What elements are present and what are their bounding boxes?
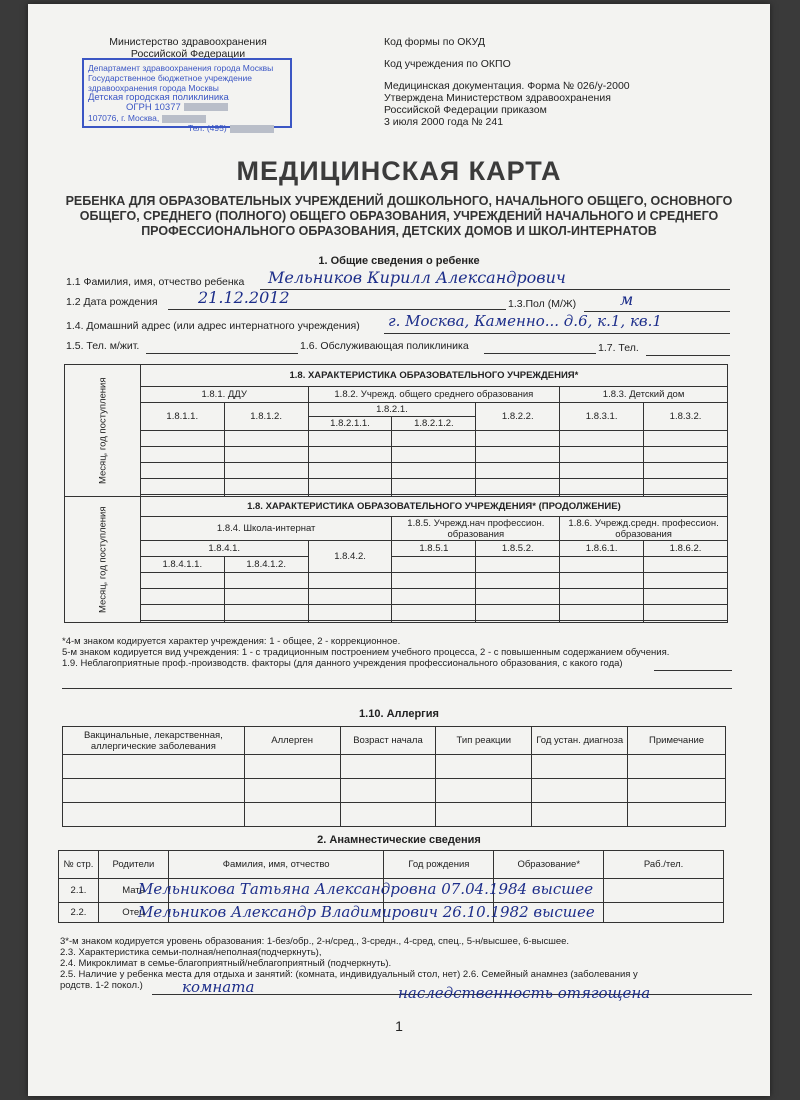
ministry-header: Министерство здравоохранения Российской Федерации [109,36,267,60]
table-a-title: 1.8. ХАРАКТЕРИСТИКА ОБРАЗОВАТЕЛЬНОГО УЧРЕЖДЕНИЯ* [140,365,727,387]
page-number: 1 [395,1018,403,1034]
section1-heading: 1. Общие сведения о ребенке [318,255,480,267]
mother-record: Мельникова Татьяна Александровна 07.04.1984 высшее [138,880,594,898]
field-sex-label: 1.3.Пол (М/Ж) [508,298,577,310]
document-title: МЕДИЦИНСКАЯ КАРТА [236,156,562,186]
table-b-title: 1.8. ХАРАКТЕРИСТИКА ОБРАЗОВАТЕЛЬНОГО УЧРЕЖДЕНИЯ* (ПРОДОЛЖЕНИЕ) [140,497,727,517]
field-birthdate-label: 1.2 Дата рождения [66,296,158,308]
parents-table: № стр. Родители Фамилия, имя, отчество Год рождения Образование* Раб./тел. 2.1. Мать 2.2. Отец [58,850,724,923]
field-phone-label: 1.5. Тел. м/жит. [66,340,140,352]
field-name-label: 1.1 Фамилия, имя, отчество ребенка [66,276,245,288]
clinic-stamp: Департамент здравоохранения города Москвы Государственное бюджетное учреждение здравоохранения города Москвы Детская городская поликлиника ОГРН 10377 107076, г. Москва, Тел. (495) [82,58,292,128]
study-place-value: комната [182,978,255,996]
notes-institution: *4-м знаком кодируется характер учреждения: 1 - общее, 2 - коррекционное. 5-м знаком кодируется вид учреждения: 1 - с традиционным построением учебного процесса, 2 - с повышенным содержанием обучения. 1.9. Неблагоприятные проф.-производств. факторы (для данного учреждения профессионального образования, с какого года) [62,636,670,669]
field-clinic-phone-label: 1.7. Тел. [598,342,639,354]
family-history-value: наследственность отягощена [398,984,651,1002]
institution-table-b: Месяц, год поступления 1.8. ХАРАКТЕРИСТИКА ОБРАЗОВАТЕЛЬНОГО УЧРЕЖДЕНИЯ* (ПРОДОЛЖЕНИЕ) 1.8.4. Школа-интернат 1.8.5. Учрежд.нач профессион. образования 1.8.6. Учрежд.средн. профессион. образования 1.8.4.1. 1.8.4.2. 1.8.5.1 1.8.5.2. 1.8.6.1. 1.8.6.2. 1.8.4.1.1. 1.8.4.1.2. [64,496,728,623]
father-record: Мельников Александр Владимирович 26.10.1982 высшее [138,903,595,921]
field-birthdate-value: 21.12.2012 [198,288,290,307]
institution-table-a: Месяц, год поступления 1.8. ХАРАКТЕРИСТИКА ОБРАЗОВАТЕЛЬНОГО УЧРЕЖДЕНИЯ* 1.8.1. ДДУ 1.8.2. Учрежд. общего среднего образования 1.8.3. Детский дом 1.8.1.1. 1.8.1.2. 1.8.2.1. 1.8.2.2. 1.8.3.1. 1.8.3.2. 1.8.2.1.1. 1.8.2.1.2. [64,364,728,497]
document-subtitle: РЕБЕНКА ДЛЯ ОБРАЗОВАТЕЛЬНЫХ УЧРЕЖДЕНИЙ ДОШКОЛЬНОГО, НАЧАЛЬНОГО ОБЩЕГО, ОСНОВНОГО ОБЩЕГО, СРЕДНЕГО (ПОЛНОГО) ОБЩЕГО ОБРАЗОВАНИЯ, УЧРЕЖДЕНИЙ НАЧАЛЬНОГО И СРЕДНЕГО ПРОФЕССИОНАЛЬНОГО ОБРАЗОВАНИЯ, ДЕТСКИХ ДОМОВ И ШКОЛ-ИНТЕРНАТОВ [65,194,733,238]
field-clinic-label: 1.6. Обслуживающая поликлиника [300,340,469,352]
field-address-value: г. Москва, Каменно... д.6, к.1, кв.1 [388,312,662,330]
allergy-table: Вакцинальные, лекарственная, аллергические заболевания Аллерген Возраст начала Тип реакции Год устан. диагноза Примечание [62,726,726,827]
field-address-label: 1.4. Домашний адрес (или адрес интернатного учреждения) [66,320,360,332]
table-b-side-label: Месяц, год поступления [65,497,141,623]
table-a-side-label: Месяц, год поступления [65,365,141,497]
notes-family: 3*-м знаком кодируется уровень образования: 1-без/обр., 2-н/сред., 3-средн., 4-сред, спец., 5-н/высшее, 6-высшее. 2.3. Характеристика семьи-полная/неполная(подчеркнуть), 2.4. Микроклимат в семье-благоприятный/неблагоприятный (подчеркнуть). 2.5. Наличие у ребенка места для отдыха и занятий: (комната, индивидуальный стол, нет) 2.6. Семейный анамнез (заболевания у родств. 1-2 покол.) [60,936,638,991]
document-page [28,4,770,1096]
okud-label: Код формы по ОКУД [384,36,485,48]
allergy-heading: 1.10. Аллергия [359,708,439,720]
form-info: Медицинская документация. Форма № 026/у-2000 Утверждена Министерством здравоохранения Российской Федерации приказом 3 июля 2000 года № 241 [384,80,630,128]
field-sex-value: м [620,290,634,309]
okpo-label: Код учреждения по ОКПО [384,58,511,70]
anamnesis-heading: 2. Анамнестические сведения [317,834,481,846]
field-name-value: Мельников Кирилл Александрович [268,268,566,287]
